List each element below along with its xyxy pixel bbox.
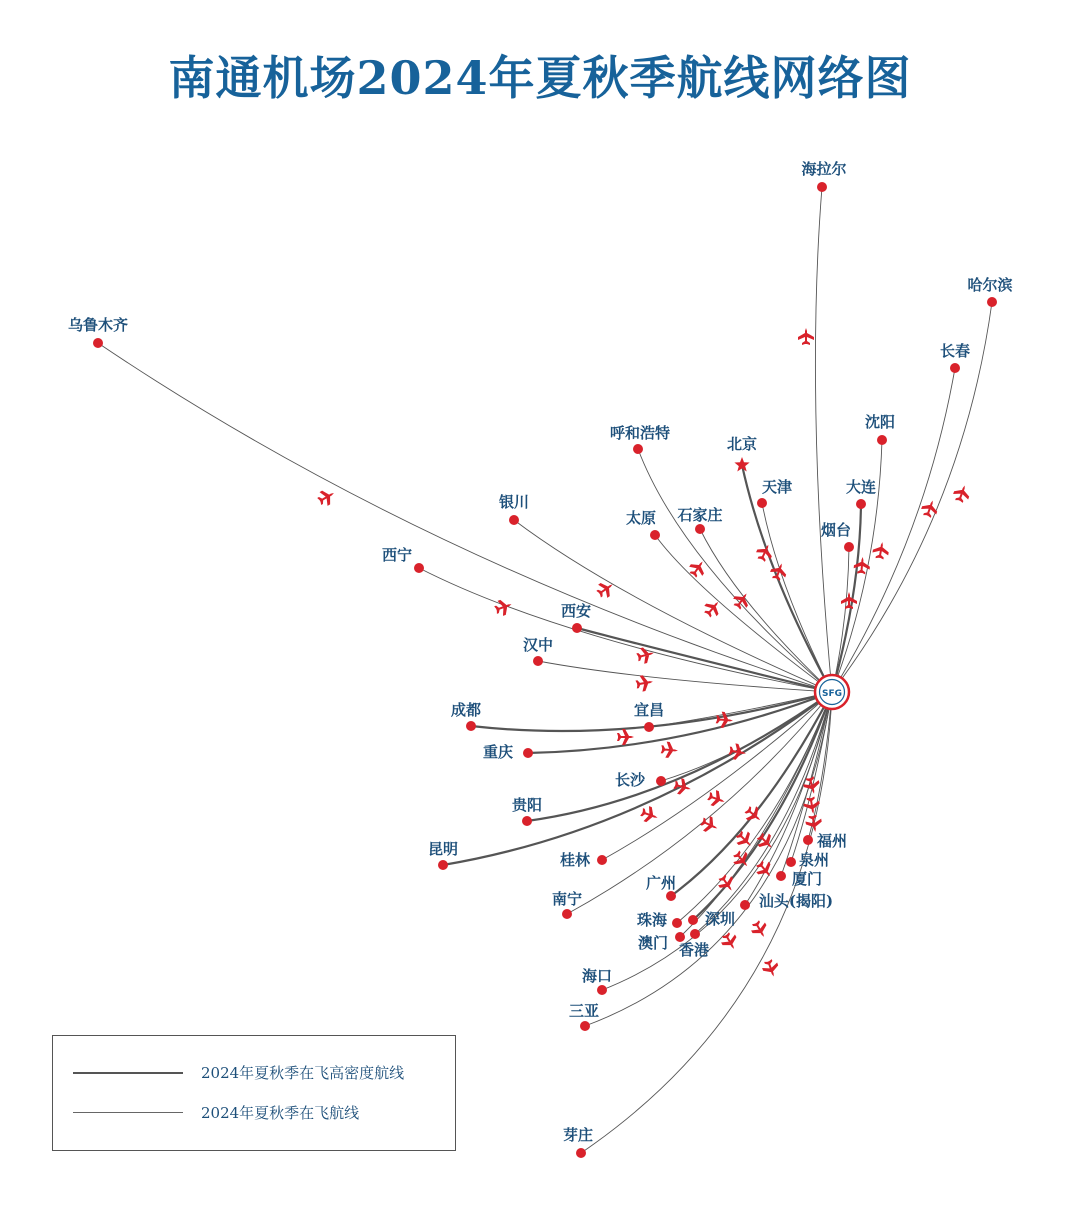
route-line-hanzhong: [538, 661, 832, 692]
plane-icon: [760, 958, 781, 979]
city-label-tianjin: 天津: [761, 478, 793, 496]
city-label-haerbin: 哈尔滨: [967, 276, 1013, 294]
city-dot-haikou[interactable]: [597, 985, 607, 995]
city-dot-yazhuang[interactable]: [576, 1148, 586, 1158]
city-label-kunming: 昆明: [427, 840, 459, 858]
plane-icon: [742, 803, 765, 826]
plane-icon: [715, 711, 733, 728]
plane-icon: [701, 597, 724, 620]
plane-icon: [719, 930, 741, 953]
city-dot-changsha[interactable]: [656, 776, 666, 786]
plane-icon: [594, 578, 617, 601]
city-dot-guilin[interactable]: [597, 855, 607, 865]
legend-label-regular: 2024年夏秋季在飞航线: [201, 1104, 360, 1122]
route-lines: [98, 187, 992, 1153]
city-label-guiyang: 贵阳: [511, 796, 543, 814]
city-label-beijing: 北京: [726, 435, 758, 453]
city-label-aomen: 澳门: [637, 934, 669, 952]
city-label-chengdu: 成都: [450, 701, 482, 719]
city-label-quanzhou: 泉州: [798, 851, 830, 869]
city-dot-shenzhen[interactable]: [688, 915, 698, 925]
city-label-taiyuan: 太原: [625, 509, 657, 527]
city-labels: [68, 160, 1013, 1144]
route-line-yantai: [832, 547, 849, 692]
city-dot-xianggang[interactable]: [690, 929, 700, 939]
city-dot-chongqing[interactable]: [523, 748, 533, 758]
legend: [52, 1035, 456, 1151]
city-label-yantai: 烟台: [820, 521, 852, 539]
plane-icon: [493, 597, 514, 618]
city-label-shenyang: 沈阳: [864, 413, 896, 431]
city-label-changsha: 长沙: [614, 771, 646, 789]
legend-item-high-density: [73, 1062, 404, 1083]
city-label-xining: 西宁: [381, 546, 413, 564]
city-markers: [93, 182, 997, 1158]
city-label-dalian: 大连: [845, 478, 877, 496]
city-label-nanning: 南宁: [551, 890, 583, 908]
route-line-xining: [419, 568, 832, 692]
route-line-hailaer: [815, 187, 832, 692]
city-dot-fuzhou[interactable]: [803, 835, 813, 845]
city-label-chongqing: 重庆: [482, 743, 514, 761]
city-label-xiamen: 厦门: [791, 870, 823, 888]
plane-icon: [841, 592, 857, 609]
plane-icon: [798, 328, 814, 345]
city-dot-guangzhou[interactable]: [666, 891, 676, 901]
plane-icon: [951, 483, 972, 504]
city-dot-sanya[interactable]: [580, 1021, 590, 1031]
plane-icon: [315, 486, 338, 508]
city-dot-dalian[interactable]: [856, 499, 866, 509]
city-dot-haerbin[interactable]: [987, 297, 997, 307]
hub-airport[interactable]: [815, 675, 849, 709]
city-dot-zhuhai[interactable]: [672, 918, 682, 928]
plane-icon: [660, 741, 678, 758]
city-label-huhehaote: 呼和浩特: [609, 424, 671, 442]
city-dot-taiyuan[interactable]: [650, 530, 660, 540]
city-label-xian: 西安: [560, 602, 592, 620]
city-label-sanya: 三亚: [568, 1002, 600, 1020]
plane-icon: [617, 729, 634, 745]
city-label-shenzhen: 深圳: [704, 910, 736, 928]
city-label-wulumuqi: 乌鲁木齐: [67, 316, 129, 334]
city-dot-tianjin[interactable]: [757, 498, 767, 508]
city-dot-shijiazhuang[interactable]: [695, 524, 705, 534]
city-dot-hailaer[interactable]: [817, 182, 827, 192]
city-label-fuzhou: 福州: [816, 832, 848, 850]
city-label-hanzhong: 汉中: [522, 636, 554, 654]
airport-logo-icon: SFG: [821, 689, 843, 699]
city-dot-guiyang[interactable]: [522, 816, 532, 826]
plane-icon: [686, 557, 709, 580]
plane-icon: [749, 918, 771, 941]
plane-icon: [805, 814, 824, 834]
plane-icon: [639, 804, 660, 825]
city-dot-shenyang[interactable]: [877, 435, 887, 445]
city-dot-xining[interactable]: [414, 563, 424, 573]
plane-icon: [872, 541, 891, 561]
city-label-shantou: 汕头(揭阳): [758, 892, 834, 910]
city-dot-nanning[interactable]: [562, 909, 572, 919]
city-dot-chengdu[interactable]: [466, 721, 476, 731]
legend-item-regular: [73, 1102, 359, 1123]
city-label-yinchuan: 银川: [498, 493, 530, 511]
legend-label-high-density: 2024年夏秋季在飞高密度航线: [201, 1064, 405, 1082]
city-dot-huhehaote[interactable]: [633, 444, 643, 454]
city-dot-xiamen[interactable]: [776, 871, 786, 881]
city-label-guilin: 桂林: [559, 851, 591, 869]
city-dot-yantai[interactable]: [844, 542, 854, 552]
plane-icon: [730, 589, 753, 612]
city-label-xianggang: 香港: [678, 941, 710, 959]
city-dot-yinchuan[interactable]: [509, 515, 519, 525]
legend-line-thick: [73, 1072, 183, 1074]
city-dot-shantou[interactable]: [740, 900, 750, 910]
route-line-guiyang: [527, 692, 832, 821]
city-dot-wulumuqi[interactable]: [93, 338, 103, 348]
city-dot-kunming[interactable]: [438, 860, 448, 870]
city-dot-yichang[interactable]: [644, 722, 654, 732]
city-dot-quanzhou[interactable]: [786, 857, 796, 867]
legend-line-thin: [73, 1112, 183, 1113]
city-label-zhuhai: 珠海: [636, 911, 668, 929]
city-label-haikou: 海口: [581, 967, 613, 985]
city-label-yazhuang: 芽庄: [562, 1126, 594, 1144]
city-label-yichang: 宜昌: [633, 701, 665, 719]
city-dot-changchun[interactable]: [950, 363, 960, 373]
city-label-changchun: 长春: [939, 342, 971, 360]
city-dot-hanzhong[interactable]: [533, 656, 543, 666]
city-label-shijiazhuang: 石家庄: [677, 506, 723, 524]
city-label-hailaer: 海拉尔: [801, 160, 847, 178]
city-label-guangzhou: 广州: [645, 874, 677, 892]
map-title: 南通机场2024年夏秋季航线网络图: [168, 51, 912, 105]
city-dot-xian[interactable]: [572, 623, 582, 633]
